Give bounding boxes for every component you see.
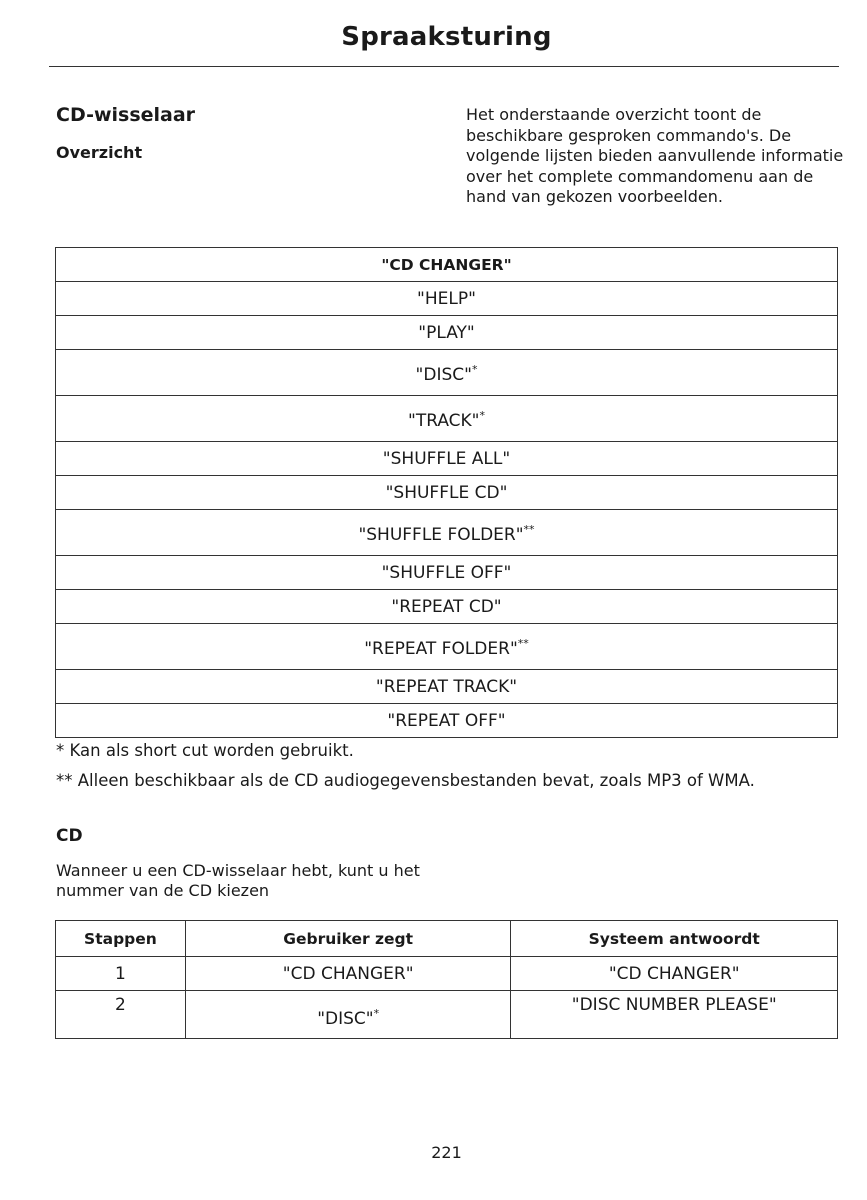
command-cell: "SHUFFLE OFF" — [56, 556, 838, 590]
page-number: 221 — [431, 1143, 462, 1162]
steps-header-system: Systeem antwoordt — [511, 921, 838, 957]
footnote-shortcut: * Kan als short cut worden gebruikt. — [56, 741, 354, 760]
command-cell: "REPEAT OFF" — [56, 704, 838, 738]
user-says: "CD CHANGER" — [185, 957, 511, 991]
command-cell: "SHUFFLE CD" — [56, 476, 838, 510]
title-divider — [49, 66, 839, 67]
command-row — [56, 670, 838, 704]
system-responds: "CD CHANGER" — [511, 957, 838, 991]
footnote-marker: ** — [517, 637, 529, 650]
command-row — [56, 316, 838, 350]
command-row — [56, 442, 838, 476]
command-cell: "PLAY" — [56, 316, 838, 350]
footnote-marker: * — [479, 409, 485, 422]
footnote-marker: * — [373, 1006, 380, 1020]
command-cell: "DISC"* — [56, 350, 838, 396]
step-number: 1 — [56, 957, 186, 991]
steps-header-row — [56, 921, 838, 957]
command-cell: "SHUFFLE FOLDER"** — [56, 510, 838, 556]
footnote-availability: ** Alleen beschikbaar als de CD audiogegevensbestanden bevat, zoals MP3 of WMA. — [56, 771, 755, 790]
command-row — [56, 590, 838, 624]
steps-table — [55, 920, 838, 1039]
step-number: 2 — [56, 991, 186, 1039]
steps-row — [56, 957, 838, 991]
command-cell: "REPEAT FOLDER"** — [56, 624, 838, 670]
cd-heading: CD — [56, 826, 83, 846]
steps-row — [56, 991, 838, 1039]
command-row — [56, 396, 838, 442]
steps-header-user: Gebruiker zegt — [185, 921, 511, 957]
command-table — [55, 247, 838, 738]
command-cell: "REPEAT CD" — [56, 590, 838, 624]
system-responds: "DISC NUMBER PLEASE" — [511, 991, 838, 1039]
cd-description: Wanneer u een CD-wisselaar hebt, kunt u het nummer van de CD kiezen — [56, 861, 420, 900]
command-row — [56, 704, 838, 738]
page-title: Spraaksturing — [341, 22, 552, 52]
command-row — [56, 624, 838, 670]
footnote-marker: * — [471, 363, 478, 376]
command-table-header: "CD CHANGER" — [56, 248, 838, 282]
sub-heading: Overzicht — [56, 143, 143, 162]
command-row — [56, 350, 838, 396]
intro-paragraph: Het onderstaande overzicht toont de beschikbare gesproken commando's. De volgende lijsten bieden aanvullende informatie over het complete commandomenu aan de hand van gekozen voorbeelden. — [466, 105, 844, 206]
command-row — [56, 476, 838, 510]
command-row — [56, 510, 838, 556]
footnote-marker: ** — [523, 523, 535, 536]
steps-header-step: Stappen — [56, 921, 186, 957]
command-row — [56, 282, 838, 316]
command-table-header-row — [56, 248, 838, 282]
command-cell: "TRACK"* — [56, 396, 838, 442]
command-cell: "REPEAT TRACK" — [56, 670, 838, 704]
command-row — [56, 556, 838, 590]
user-says: "DISC"* — [185, 991, 511, 1039]
section-heading: CD-wisselaar — [56, 104, 196, 126]
command-cell: "HELP" — [56, 282, 838, 316]
command-cell: "SHUFFLE ALL" — [56, 442, 838, 476]
